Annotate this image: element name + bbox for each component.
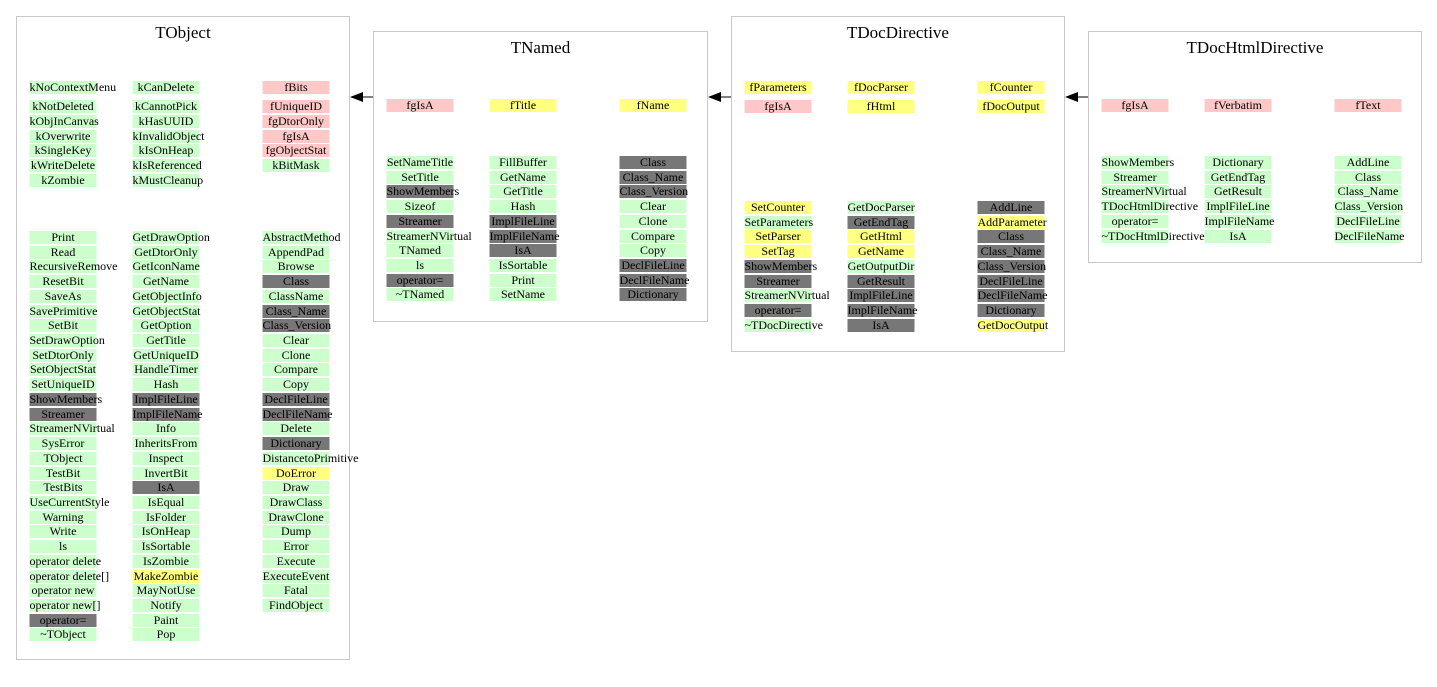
member-label: SetDrawOption [29,333,105,348]
member-label: Write [49,524,77,539]
member-label: SaveAs [44,288,82,303]
inheritance-arrow-tdochtmldirective-to-tdocdirective [1065,92,1088,102]
member-label: operator= [396,272,444,287]
member-label: Class_Version [262,318,332,333]
member-label: ShowMembers [744,258,818,273]
member-label: SetNameTitle [386,155,454,169]
member-label: GetName [858,244,904,259]
member-label: fName [636,98,670,112]
member-label: Class [997,229,1024,244]
inheritance-arrow-tnamed-to-tobject [350,92,373,102]
member-label: kOverwrite [35,128,91,143]
member-label: IsEqual [147,494,185,509]
member-label: fgIsA [406,98,434,112]
member-label: IsZombie [143,553,189,568]
member-label: GetEndTag [1210,169,1266,184]
member-label: SetTitle [401,169,439,184]
member-label: TestBit [45,465,81,480]
member-label: IsSortable [498,258,548,273]
member-label: DeclFileLine [621,258,685,273]
member-label: Clear [640,199,666,214]
member-label: ExecuteEvent [262,568,330,583]
member-label: fgDtorOnly [268,113,324,128]
member-label: fText [1355,98,1381,112]
member-label: AbstractMethod [262,230,341,244]
member-label: fgIsA [1121,98,1149,112]
member-label: Clone [281,347,311,362]
member-label: Browse [277,259,315,274]
member-label: IsA [872,317,890,332]
class-title: TNamed [510,38,571,57]
member-label: operator= [39,612,87,627]
member-label: Execute [276,553,316,568]
member-label: SetUniqueID [31,377,95,392]
member-label: ImplFileName [489,228,560,243]
member-label: AddLine [989,200,1033,214]
member-label: DrawClass [269,494,323,509]
member-label: kCanDelete [137,80,195,94]
member-label: DrawClone [268,509,324,524]
member-label: Class_Version [619,184,689,199]
member-label: ImplFileName [847,303,918,318]
member-label: GetIconName [132,259,200,274]
member-label: Streamer [756,273,800,288]
member-label: StreamerNVirtual [1101,184,1187,199]
member-label: fgIsA [282,128,310,143]
member-label: SavePrimitive [29,303,98,318]
member-label: kZombie [41,172,85,187]
member-label: Class_Name [265,303,327,318]
member-label: Class_Name [1337,184,1399,199]
member-label: operator= [1111,213,1159,228]
member-label: GetTitle [146,333,186,348]
member-label: fHtml [866,99,896,114]
member-label: SetParser [755,229,801,244]
member-label: Print [511,272,535,287]
member-label: StreamerNVirtual [386,228,472,243]
class-title: TDocDirective [847,23,949,42]
member-label: Copy [639,243,666,258]
member-label: Hash [510,199,536,214]
member-label: kIsReferenced [132,158,202,173]
member-label: GetDrawOption [132,230,210,244]
member-label: ImplFileName [132,406,203,421]
member-label: Print [51,230,75,244]
member-label: Pop [156,627,176,642]
member-label: ClassName [268,288,324,303]
member-label: kObjInCanvas [29,113,99,128]
member-label: MayNotUse [136,583,196,598]
member-label: IsA [1229,228,1247,243]
member-label: Clear [283,333,309,348]
member-label: GetUniqueID [133,347,199,362]
member-label: Class [639,155,666,169]
member-label: kCannotPick [135,99,197,114]
member-label: Streamer [41,406,85,421]
member-label: SetName [501,287,545,302]
member-label: operator delete[] [29,568,110,583]
member-label: AddLine [1346,155,1390,169]
member-label: SetObjectStat [30,362,96,377]
member-label: fUniqueID [270,99,322,114]
member-label: ImplFileLine [134,391,198,406]
member-label: Class [282,274,309,289]
member-label: ShowMembers [29,391,103,406]
member-label: InvertBit [144,465,188,480]
member-label: Hash [153,377,179,392]
member-label: kNotDeleted [32,99,94,114]
member-label: InheritsFrom [134,436,198,451]
member-label: Draw [282,480,310,495]
member-label: IsOnHeap [141,524,191,539]
member-label: GetName [143,274,189,289]
member-label: DistancetoPrimitive [262,450,359,465]
member-label: ShowMembers [1101,155,1175,169]
member-label: IsSortable [141,539,191,554]
member-label: DeclFileLine [1336,213,1400,228]
member-label: GetDocOutput [977,317,1049,332]
member-label: GetOutputDir [847,258,915,273]
member-label: ImplFileLine [849,288,913,303]
member-label: Compare [631,228,675,243]
member-label: Paint [153,612,179,627]
member-label: DeclFileName [977,288,1048,303]
member-label: ImplFileLine [1206,199,1270,214]
member-label: Class_Version [1334,199,1404,214]
member-label: AppendPad [268,244,324,259]
member-label: Notify [150,598,182,612]
member-label: kMustCleanup [132,172,204,187]
member-label: kIsOnHeap [138,143,194,158]
member-label: ResetBit [42,274,84,289]
member-label: ImplFileName [1204,213,1275,228]
member-label: GetObjectInfo [132,288,202,303]
member-label: Dictionary [270,436,322,451]
member-label: Sizeof [404,199,436,214]
member-label: Streamer [398,213,442,228]
member-label: RecursiveRemove [29,259,118,274]
member-label: Clone [638,213,668,228]
member-label: operator delete [29,553,102,568]
member-label: GetResult [857,273,905,288]
member-label: DeclFileName [619,272,690,287]
member-label: GetEndTag [853,214,909,229]
member-label: ~TDocDirective [744,317,823,332]
member-label: GetOption [140,318,192,333]
member-label: fVerbatim [1214,98,1262,112]
member-label: Warning [42,509,84,524]
member-label: TNamed [399,243,441,258]
member-label: fBits [284,80,308,94]
member-label: Compare [274,362,318,377]
member-label: IsA [157,480,175,495]
member-label: kInvalidObject [132,128,205,143]
member-label: StreamerNVirtual [744,288,830,303]
member-label: ls [415,258,424,273]
member-label: kBitMask [272,158,320,173]
member-label: operator= [754,303,802,318]
member-label: operator new[] [29,598,101,612]
member-label: DoError [276,465,316,480]
member-label: fCounter [989,80,1033,94]
member-label: MakeZombie [133,568,199,583]
member-label: IsFolder [146,509,186,524]
member-label: SetBit [47,318,78,333]
member-label: Dictionary [1212,155,1264,169]
member-label: ~TNamed [395,287,445,302]
member-label: Dump [281,524,311,539]
member-label: SysError [41,436,85,451]
member-label: TObject [43,450,83,465]
member-label: ls [58,539,67,554]
member-label: operator new [31,583,95,598]
member-label: Class_Name [980,244,1042,259]
inheritance-arrow-tdocdirective-to-tnamed [708,92,731,102]
member-label: FindObject [269,598,323,612]
member-label: Info [156,421,176,436]
member-label: UseCurrentStyle [29,494,110,509]
member-label: DeclFileLine [979,273,1043,288]
member-label: fTitle [509,98,537,112]
member-label: fDocParser [854,80,908,94]
member-label: Dictionary [627,287,679,302]
member-label: GetDtorOnly [134,244,198,259]
member-label: HandleTimer [134,362,198,377]
member-label: StreamerNVirtual [29,421,115,436]
member-label: GetObjectStat [132,303,201,318]
class-title: TObject [155,23,211,42]
member-label: SetParameters [744,214,814,229]
member-label: GetHtml [860,229,902,244]
member-label: fgIsA [764,99,792,114]
member-label: kWriteDelete [30,158,96,173]
member-label: DeclFileLine [264,391,328,406]
member-label: GetResult [1214,184,1262,199]
member-label: Inspect [148,450,184,465]
member-label: GetDocParser [847,200,915,214]
member-label: DeclFileName [1334,228,1405,243]
member-label: Class_Version [977,258,1047,273]
member-label: Error [283,539,309,554]
member-label: GetName [500,169,546,184]
member-label: fgObjectStat [265,143,327,158]
class-title: TDocHtmlDirective [1186,38,1324,57]
member-label: kHasUUID [138,113,194,128]
member-label: kSingleKey [34,143,92,158]
member-label: IsA [514,243,532,258]
member-label: SetTag [761,244,795,259]
member-label: DeclFileName [262,406,333,421]
member-label: fParameters [749,80,807,94]
member-label: Class [1354,169,1381,184]
member-label: AddParameter [977,214,1047,229]
member-label: Streamer [1113,169,1157,184]
member-label: kNoContextMenu [29,80,117,94]
member-label: TestBits [43,480,83,495]
member-label: TDocHtmlDirective [1101,199,1199,214]
member-label: Delete [280,421,312,436]
member-label: fDocOutput [982,99,1040,114]
member-label: GetTitle [503,184,543,199]
member-label: Class_Name [622,169,684,184]
member-label: SetCounter [751,200,805,214]
member-label: Fatal [284,583,308,598]
member-label: Copy [282,377,309,392]
member-label: FillBuffer [499,155,547,169]
member-label: Dictionary [985,303,1037,318]
member-label: Read [50,244,76,259]
member-label: ~TDocHtmlDirective [1101,228,1205,243]
member-label: ~TObject [40,627,86,642]
member-label: ShowMembers [386,184,460,199]
member-label: SetDtorOnly [32,347,94,362]
member-label: ImplFileLine [491,213,555,228]
